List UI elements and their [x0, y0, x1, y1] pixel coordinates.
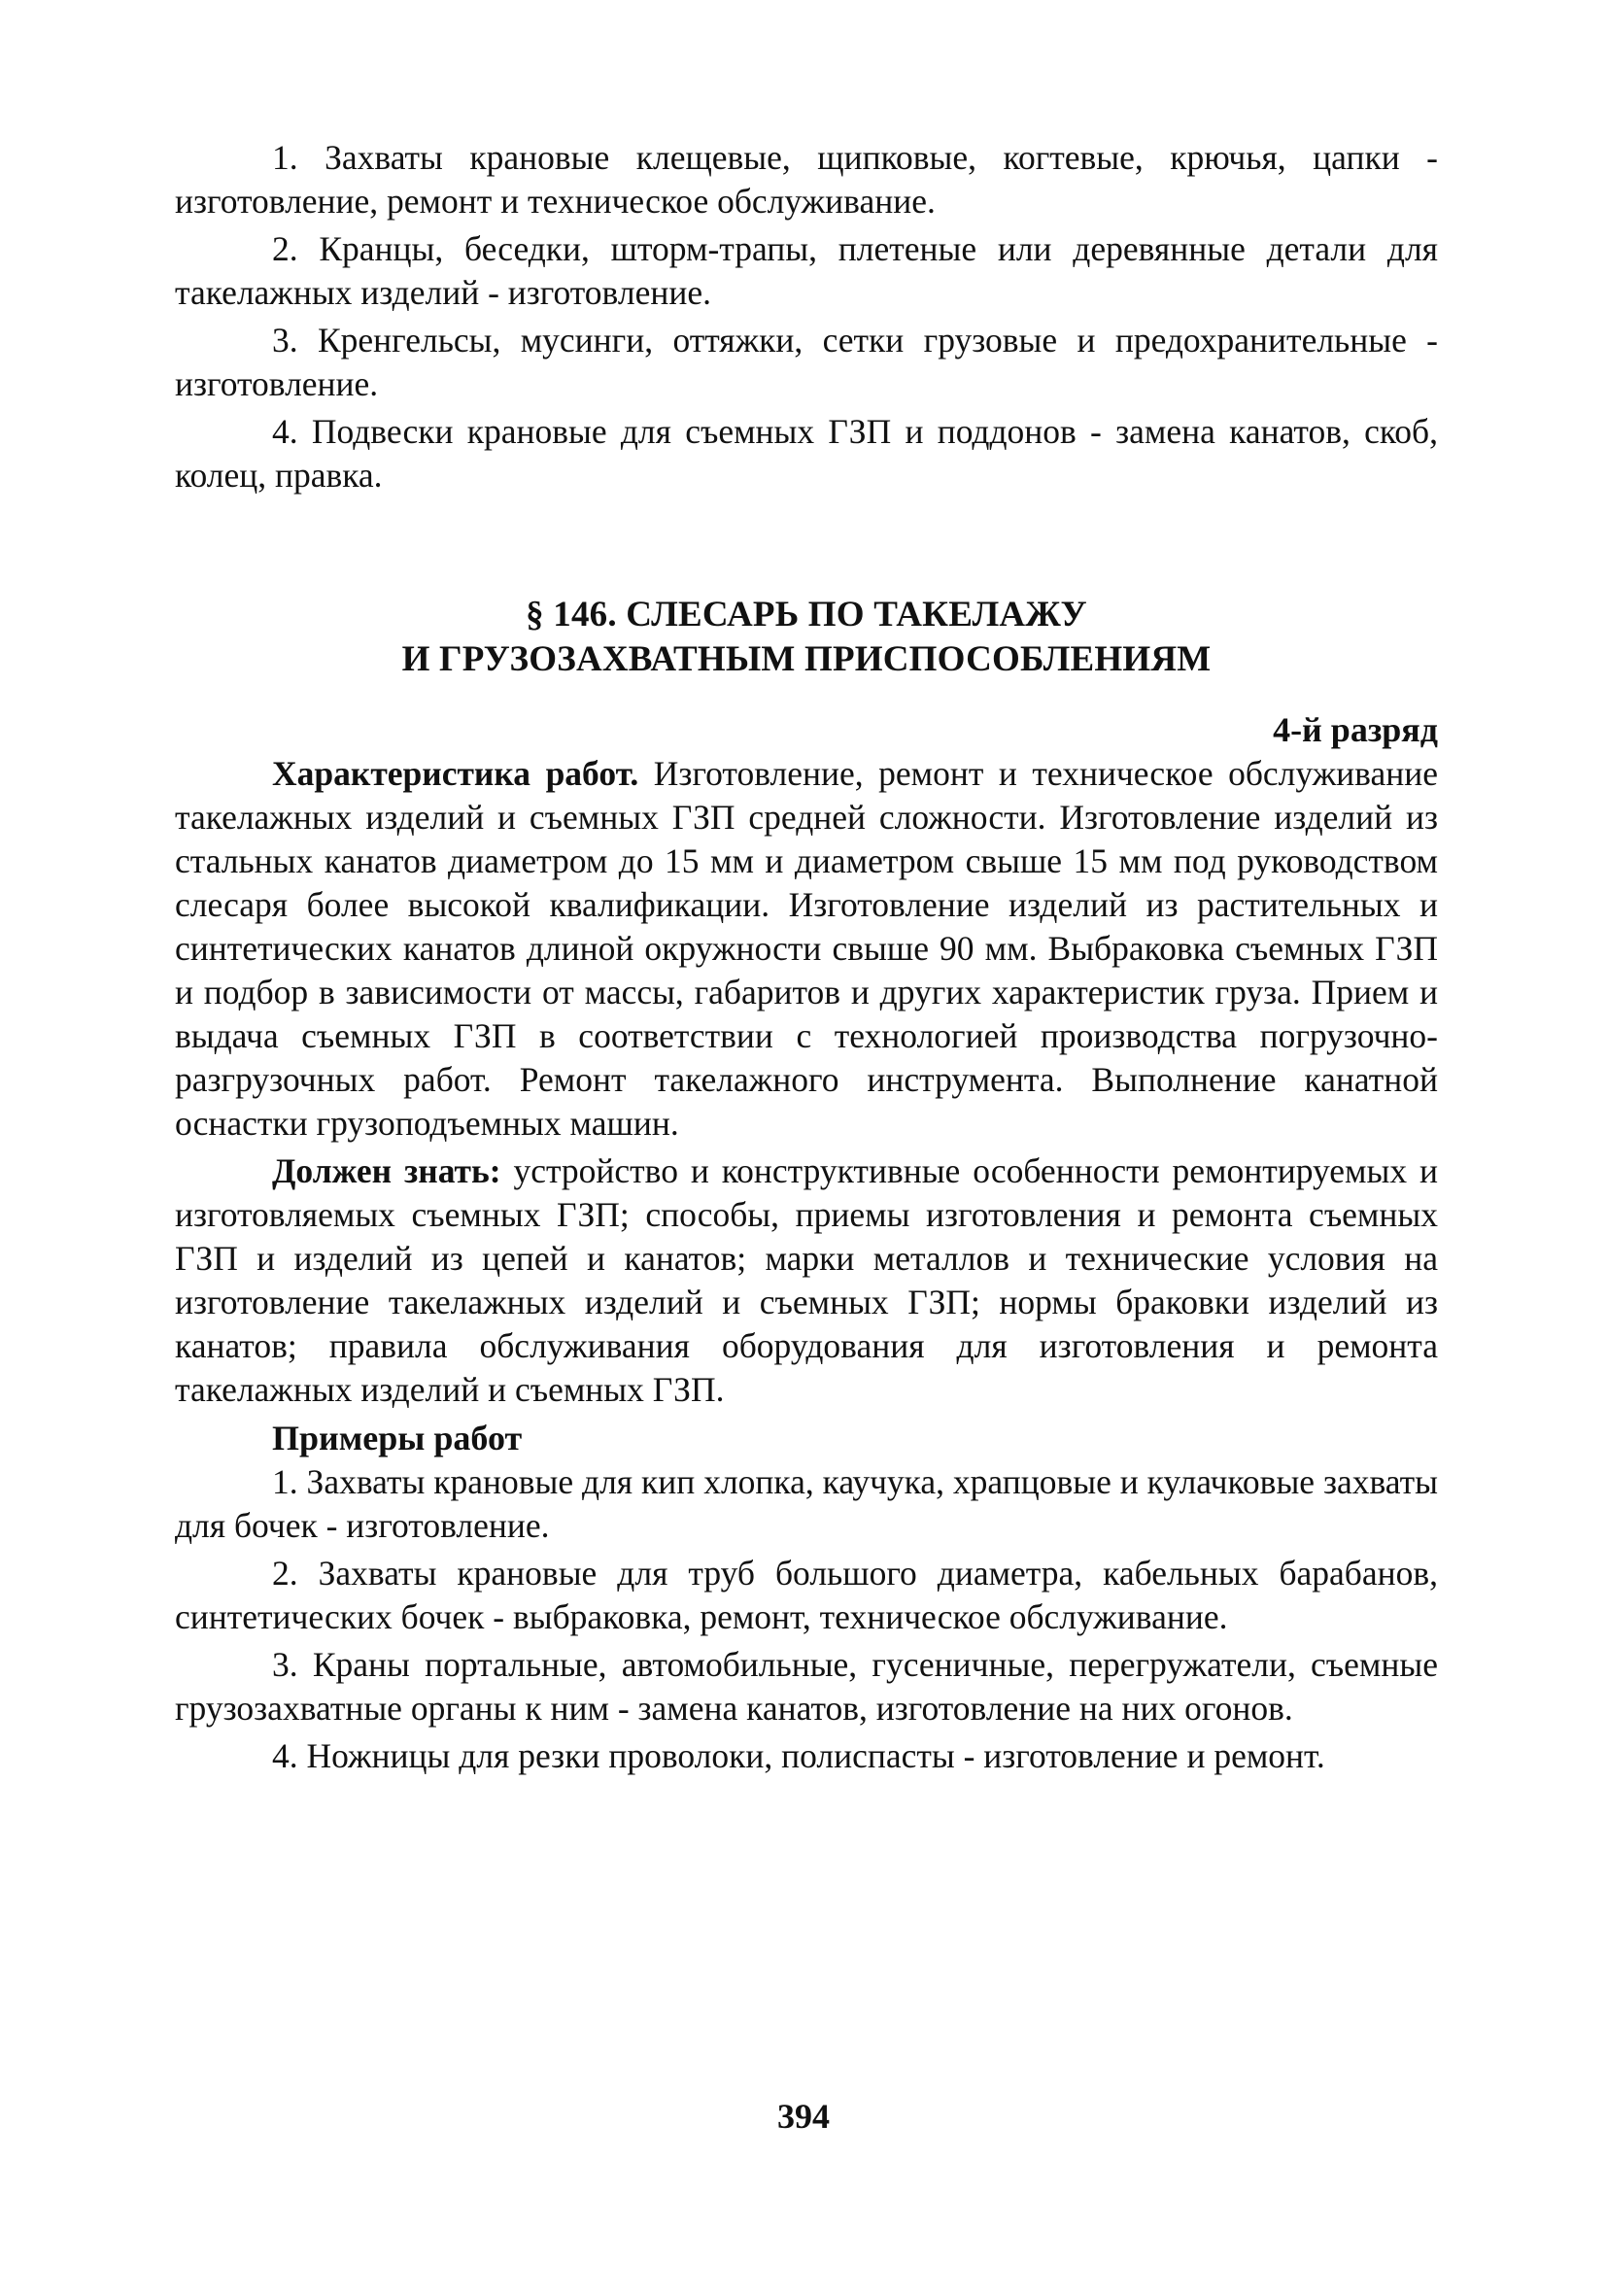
document-page — [175, 136, 1438, 1778]
knowledge-label: Должен знать: — [272, 1151, 501, 1190]
prev-example-1: 1. Захваты крановые клещевые, щипковые, когтевые, крючья, цапки - изготовление, ремонт и техническое обслуживание. — [175, 138, 1438, 221]
characteristic-paragraph — [175, 752, 1438, 1146]
section-title-line-2: И ГРУЗОЗАХВАТНЫМ ПРИСПОСОБЛЕНИЯМ — [401, 639, 1212, 679]
prev-example-2: 2. Кранцы, беседки, шторм-трапы, плетеные или деревянные детали для такелажных изделий - изготовление. — [175, 229, 1438, 312]
example-1: 1. Захваты крановые для кип хлопка, каучука, храпцовые и кулачковые захваты для бочек - изготовление. — [175, 1462, 1438, 1545]
example-3: 3. Краны портальные, автомобильные, гусеничные, перегружатели, съемные грузозахватные органы к ним - замена канатов, изготовление на них огонов. — [175, 1645, 1438, 1728]
prev-example-4: 4. Подвески крановые для съемных ГЗП и поддонов - замена канатов, скоб, колец, правка. — [175, 412, 1438, 495]
spacer — [175, 497, 1438, 593]
grade-label: 4-й разряд — [1273, 710, 1438, 749]
knowledge-paragraph — [175, 1149, 1438, 1412]
examples-heading: Примеры работ — [272, 1419, 523, 1457]
page-number: 394 — [777, 2097, 830, 2136]
example-2: 2. Захваты крановые для труб большого диаметра, кабельных барабанов, синтетических бочек - выбраковка, ремонт, техническое обслуживание. — [175, 1554, 1438, 1636]
characteristic-text: Изготовление, ремонт и техническое обслуживание такелажных изделий и съемных ГЗП средней сложности. Изготовление изделий из стальных канатов диаметром до 15 мм и диаметром свыше 15 мм под руководством слесаря более высокой квалификации. Изготовление изделий из растительных и синтетических канатов длиной окружности свыше 90 мм. Выбраковка съемных ГЗП и подбор в зависимости от массы, габаритов и других характеристик груза. Прием и выдача съемных ГЗП в соответствии с технологией производства погрузочно-разгрузочных работ. Ремонт такелажного инструмента. Выполнение канатной оснастки грузоподъемных машин. — [175, 754, 1438, 1143]
knowledge-text: устройство и конструктивные особенности ремонтируемых и изготовляемых съемных ГЗП; способы, приемы изготовления и ремонта съемных ГЗП и изделий из цепей и канатов; марки металлов и технические условия на изготовление такелажных изделий и съемных ГЗП; нормы браковки изделий из канатов; правила обслуживания оборудования для изготовления и ремонта такелажных изделий и съемных ГЗП. — [175, 1151, 1438, 1409]
section-title — [175, 593, 1438, 682]
prev-example-3: 3. Кренгельсы, мусинги, оттяжки, сетки грузовые и предохранительные - изготовление. — [175, 321, 1438, 403]
characteristic-label: Характеристика работ. — [272, 754, 639, 793]
section-title-line-1: § 146. СЛЕСАРЬ ПО ТАКЕЛАЖУ — [526, 595, 1087, 634]
example-4: 4. Ножницы для резки проволоки, полиспасты - изготовление и ремонт. — [272, 1736, 1325, 1775]
